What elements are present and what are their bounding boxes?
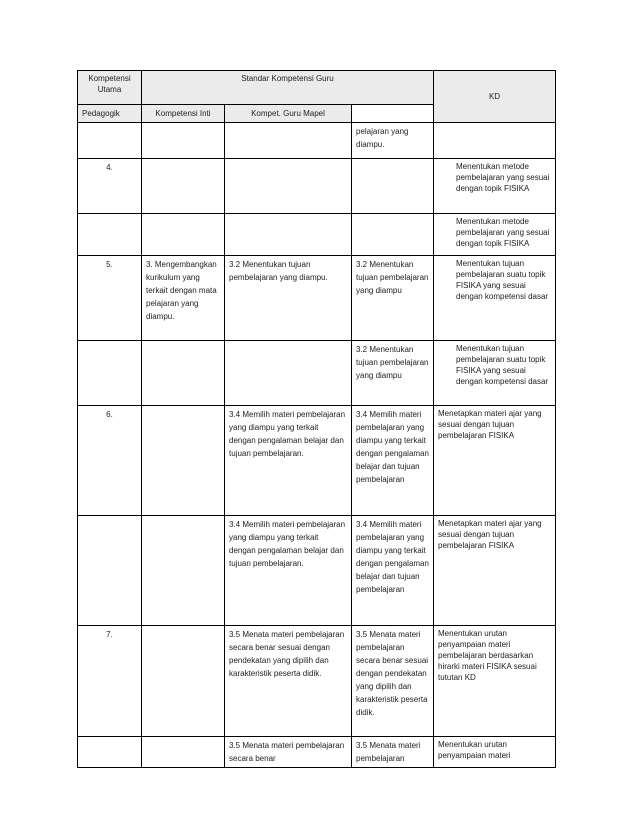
row-number — [78, 516, 142, 626]
kompet-mapel-cell: 3.5 Menata materi pembelajaran secara benar sesuai dengan pendekatan yang dipilih dan karakteristik peserta didik. — [225, 626, 352, 737]
table-row — [78, 737, 556, 768]
indikator-cell: Menetapkan materi ajar yang sesuai dengan tujuan pembelajaran FISIKA — [434, 406, 556, 516]
kd-cell — [352, 159, 434, 214]
kd-cell: pelajaran yang diampu. — [352, 123, 434, 159]
header-kompetensi-utama: Kompetensi Utama — [78, 71, 142, 105]
kompet-mapel-cell — [225, 214, 352, 256]
kompetensi-inti-cell — [142, 341, 225, 406]
indikator-cell: Menetapkan materi ajar yang sesuai dengan tujuan pembelajaran FISIKA — [434, 516, 556, 626]
kompetensi-inti-cell — [142, 406, 225, 516]
kd-cell: 3.4 Memilih materi pembelajaran yang diampu yang terkait dengan pengalaman belajar dan tujuan pembelajaran — [352, 516, 434, 626]
row-number: 6. — [78, 406, 142, 516]
indikator-cell: Menentukan tujuan pembelajaran suatu topik FISIKA yang sesuai dengan kompetensi dasar — [434, 341, 556, 406]
kd-cell: 3.4 Memilih materi pembelajaran yang diampu yang terkait dengan pengalaman belajar dan tujuan pembelajaran — [352, 406, 434, 516]
header-kompet-guru-mapel: Kompet. Guru Mapel — [225, 105, 352, 123]
kompet-mapel-cell: 3.4 Memilih materi pembelajaran yang diampu yang terkait dengan pengalaman belajar dan tujuan pembelajaran. — [225, 516, 352, 626]
kd-cell: 3.5 Menata materi pembelajaran — [352, 737, 434, 768]
kd-cell: 3.5 Menata materi pembelajaran secara benar sesuai dengan pendekatan yang dipilih dan karakteristik peserta didik. — [352, 626, 434, 737]
table-header-row — [78, 71, 556, 105]
header-standar-kompetensi: Standar Kompetensi Guru — [142, 71, 434, 105]
table-row — [78, 341, 556, 406]
indikator-cell: Menentukan urutan penyampaian materi pembelajaran berdasarkan hirarki materi FISIKA sesuai tututan KD — [434, 626, 556, 737]
kompet-mapel-cell: 3.4 Memilih materi pembelajaran yang diampu yang terkait dengan pengalaman belajar dan tujuan pembelajaran. — [225, 406, 352, 516]
kompetensi-inti-cell: 3. Mengembangkan kurikulum yang terkait dengan mata pelajaran yang diampu. — [142, 256, 225, 341]
table-row — [78, 626, 556, 737]
indikator-cell — [434, 123, 556, 159]
table-row — [78, 406, 556, 516]
header-kompetensi-inti: Kompetensi Inti — [142, 105, 225, 123]
row-number — [78, 341, 142, 406]
header-pedagogik: Pedagogik — [78, 105, 142, 123]
indikator-cell: Menentukan urutan penyampaian materi — [434, 737, 556, 768]
kd-cell: 3.2 Menentukan tujuan pembelajaran yang diampu — [352, 341, 434, 406]
kompet-mapel-cell: 3.5 Menata materi pembelajaran secara benar — [225, 737, 352, 768]
kd-cell — [352, 214, 434, 256]
row-number — [78, 737, 142, 768]
competency-table — [77, 70, 556, 768]
row-number: 5. — [78, 256, 142, 341]
kompet-mapel-cell — [225, 123, 352, 159]
kd-cell: 3.2 Menentukan tujuan pembelajaran yang diampu — [352, 256, 434, 341]
indikator-cell: Menentukan metode pembelajaran yang sesuai dengan topik FISIKA — [434, 214, 556, 256]
kompetensi-inti-cell — [142, 123, 225, 159]
indikator-cell: Menentukan metode pembelajaran yang sesuai dengan topik FISIKA — [434, 159, 556, 214]
kompet-mapel-cell: 3.2 Menentukan tujuan pembelajaran yang diampu. — [225, 256, 352, 341]
row-number — [78, 214, 142, 256]
header-kd: KD — [434, 71, 556, 123]
kompetensi-inti-cell — [142, 516, 225, 626]
row-number: 7. — [78, 626, 142, 737]
kompet-mapel-cell — [225, 341, 352, 406]
row-number: 4. — [78, 159, 142, 214]
table-row — [78, 214, 556, 256]
table-row — [78, 159, 556, 214]
kompetensi-inti-cell — [142, 737, 225, 768]
row-number — [78, 123, 142, 159]
indikator-cell: Menentukan tujuan pembelajaran suatu topik FISIKA yang sesuai dengan kompetensi dasar — [434, 256, 556, 341]
kompetensi-inti-cell — [142, 214, 225, 256]
kompetensi-inti-cell — [142, 626, 225, 737]
kompetensi-inti-cell — [142, 159, 225, 214]
table-row — [78, 256, 556, 341]
table-row — [78, 516, 556, 626]
kompet-mapel-cell — [225, 159, 352, 214]
table-row — [78, 123, 556, 159]
